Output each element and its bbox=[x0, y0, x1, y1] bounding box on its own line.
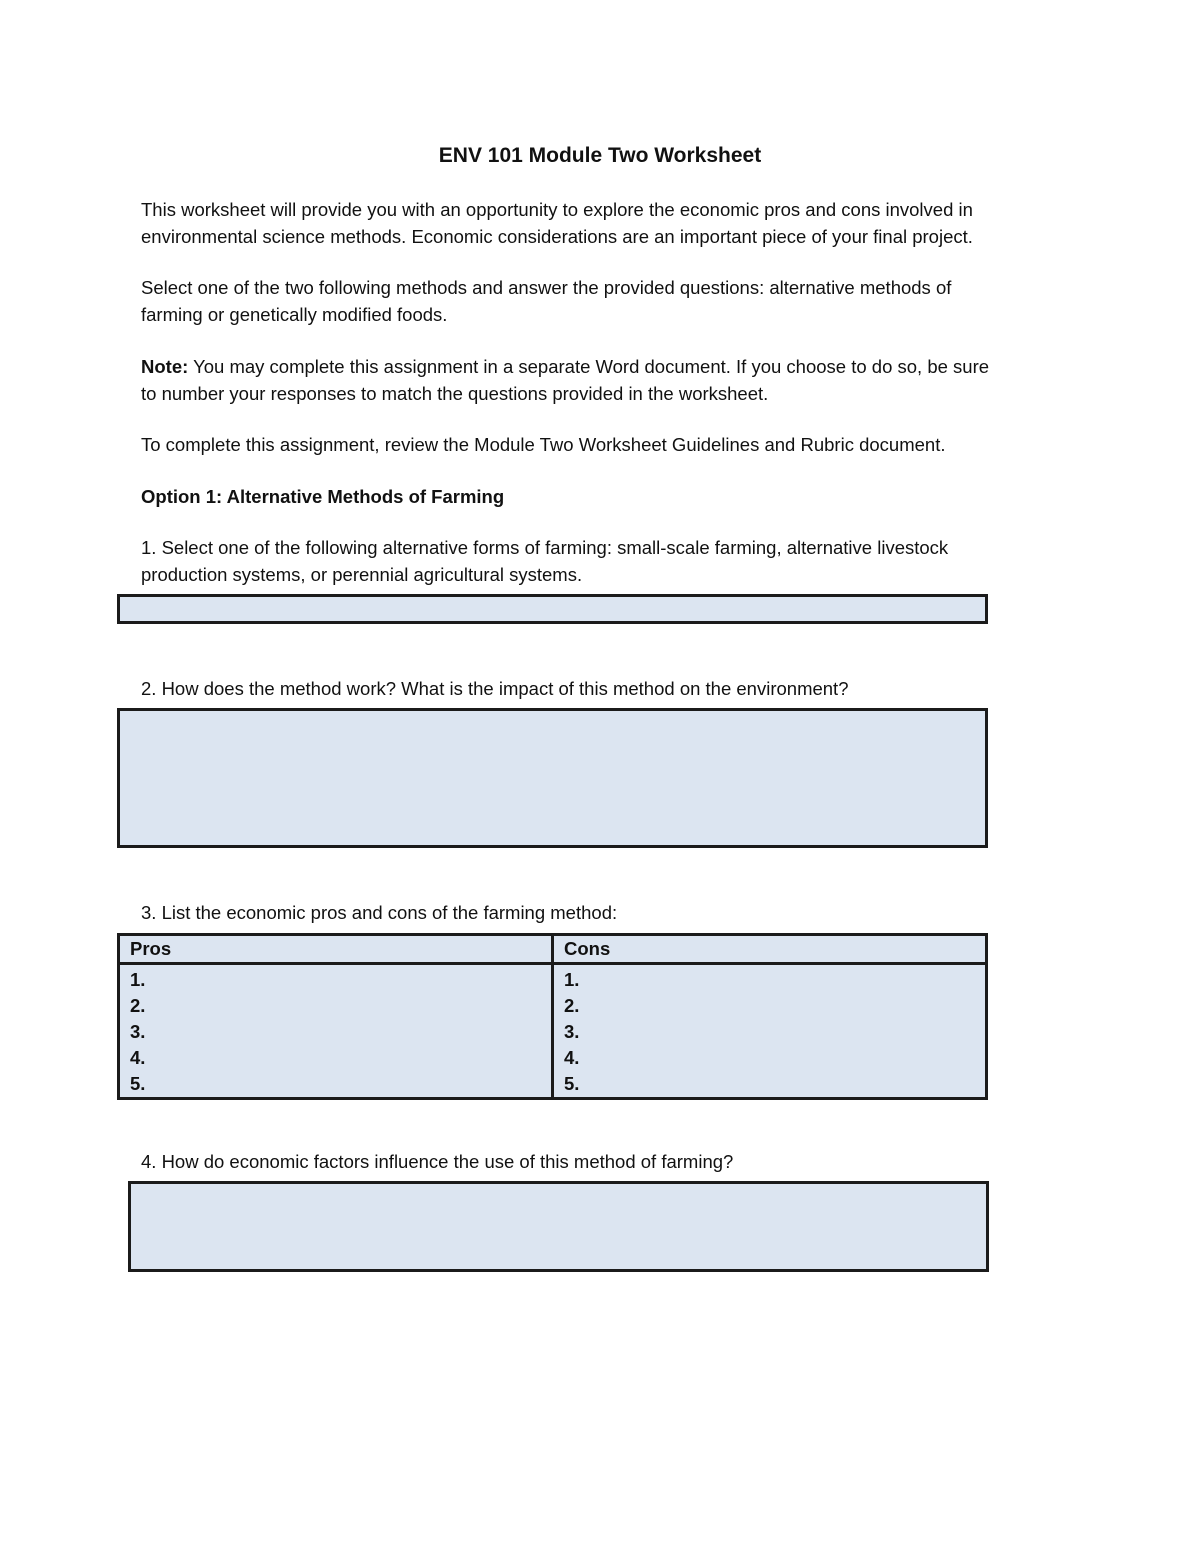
answer-box-4[interactable] bbox=[128, 1181, 989, 1272]
answer-box-1[interactable] bbox=[117, 594, 988, 624]
pros-item-2: 2. bbox=[130, 995, 146, 1016]
pros-item-3: 3. bbox=[130, 1021, 146, 1042]
pros-item-1: 1. bbox=[130, 969, 146, 990]
note-paragraph bbox=[141, 353, 1061, 407]
option-heading: Option 1: Alternative Methods of Farming bbox=[141, 486, 505, 507]
question-1-line-1: 1. Select one of the following alternative forms of farming: small-scale farming, alternative livestock bbox=[141, 537, 949, 558]
note-line-2: to number your responses to match the questions provided in the worksheet. bbox=[141, 383, 769, 404]
note-line-1: You may complete this assignment in a separate Word document. If you choose to do so, be sure bbox=[188, 356, 990, 377]
pros-header: Pros bbox=[119, 935, 553, 964]
pros-item-5: 5. bbox=[130, 1073, 146, 1094]
cons-item-1: 1. bbox=[564, 969, 580, 990]
answer-box-2[interactable] bbox=[117, 708, 988, 848]
select-line-1: Select one of the two following methods and answer the provided questions: alternative methods of bbox=[141, 277, 952, 298]
intro-paragraph bbox=[141, 196, 1061, 250]
question-1-line-2: production systems, or perennial agricultural systems. bbox=[141, 564, 583, 585]
question-4: 4. How do economic factors influence the use of this method of farming? bbox=[141, 1151, 734, 1172]
pros-cons-table bbox=[117, 933, 988, 1100]
cons-cell[interactable] bbox=[553, 964, 987, 1099]
question-3: 3. List the economic pros and cons of the farming method: bbox=[141, 902, 618, 923]
cons-item-5: 5. bbox=[564, 1073, 580, 1094]
complete-paragraph: To complete this assignment, review the Module Two Worksheet Guidelines and Rubric document. bbox=[141, 434, 946, 455]
cons-item-2: 2. bbox=[564, 995, 580, 1016]
select-line-2: farming or genetically modified foods. bbox=[141, 304, 448, 325]
question-1 bbox=[141, 534, 1061, 588]
pros-item-4: 4. bbox=[130, 1047, 146, 1068]
cons-header: Cons bbox=[553, 935, 987, 964]
cons-item-3: 3. bbox=[564, 1021, 580, 1042]
pros-cons-header-row bbox=[119, 935, 987, 964]
question-2: 2. How does the method work? What is the impact of this method on the environment? bbox=[141, 678, 849, 699]
note-label: Note: bbox=[141, 356, 189, 377]
page-title: ENV 101 Module Two Worksheet bbox=[438, 144, 762, 167]
pros-cell[interactable] bbox=[119, 964, 553, 1099]
select-paragraph bbox=[141, 274, 1061, 328]
pros-cons-body-row bbox=[119, 964, 987, 1099]
intro-line-2: environmental science methods. Economic considerations are an important piece of your final project. bbox=[141, 226, 973, 247]
cons-item-4: 4. bbox=[564, 1047, 580, 1068]
intro-line-1: This worksheet will provide you with an opportunity to explore the economic pros and cons involved in bbox=[141, 199, 973, 220]
